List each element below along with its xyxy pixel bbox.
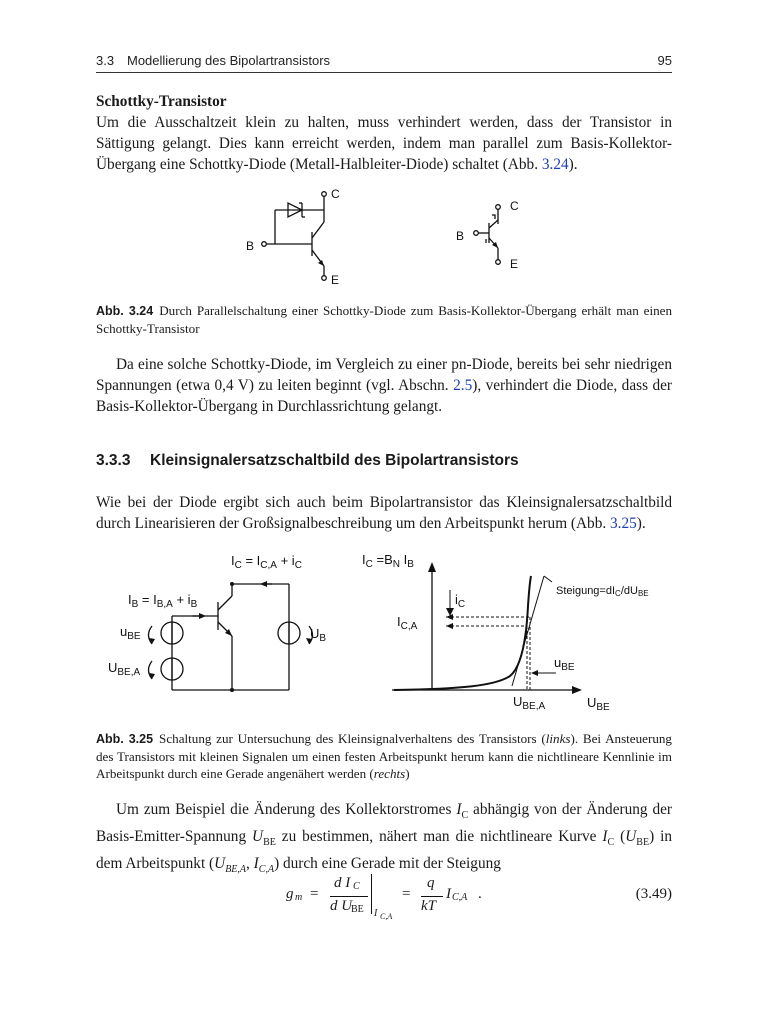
label-ube-small-right: $u_{BE}$ bbox=[554, 655, 575, 673]
terminal-b-left: B bbox=[246, 239, 255, 253]
label-ib-total: $I_B = I_{B,A} + i_B$ bbox=[128, 592, 198, 610]
schottky-paragraph: Um die Ausschaltzeit klein zu halten, muss verhindert werden, dass der Transistor in Sättigung gelangt. Dies kann erreicht werden, indem man parallel zum Basis-Kollektor-Übergang eine Schottky-Diode (Metall-Halbleiter-Diode) schaltet (Abb. 3.24). bbox=[96, 114, 672, 173]
paragraph-schottky-diode: Da eine solche Schottky-Diode, im Vergleich zu einer pn-Diode, bereits bei sehr niedrigen Spannungen (etwa 0,4 V) zu leiten beginnt (vgl. Abschn. 2.5), verhindert die Diode, dass der Basis-Kollektor-Übergang in Durchlassrichtung gelangt. bbox=[96, 356, 673, 415]
page-number: 95 bbox=[657, 53, 672, 68]
label-ica: $I_{C,A}$ bbox=[397, 614, 418, 632]
label-ic-total: $I_C = I_{C,A} + i_C$ bbox=[231, 553, 302, 571]
label-ub: $U_B$ bbox=[310, 626, 327, 644]
label-x-ube: $U_{BE}$ bbox=[587, 695, 610, 713]
ref-link-2-5[interactable]: 2.5 bbox=[453, 377, 473, 394]
figure-3-24 bbox=[240, 186, 540, 292]
label-ubea: $U_{BE,A}$ bbox=[513, 694, 546, 712]
terminal-c-right: C bbox=[510, 199, 519, 213]
header-section: 3.3 bbox=[96, 53, 115, 68]
schottky-heading: Schottky-Transistor bbox=[96, 93, 227, 110]
header-title: Modellierung des Bipolartransistors bbox=[127, 53, 331, 68]
equation-3-49: g m = d I C d U BE I C,A = q kT I C,A . (3.49) bbox=[286, 875, 672, 921]
running-header bbox=[96, 52, 672, 73]
caption-3-25: Abb. 3.25 Schaltung zur Untersuchung des Kleinsignalverhaltens des Transistors (links). Bei Ansteuerung des Transistors mit kleinen Signalen um einen festen Arbeitspunkt herum kann die nichtlineare Kennlinie im Arbeitspunkt durch eine Gerade angenähert werden (rechts) bbox=[96, 731, 672, 781]
label-ube-small: $u_{BE}$ bbox=[120, 624, 141, 642]
equation-number: (3.49) bbox=[635, 886, 672, 902]
label-ube-a: $U_{BE,A}$ bbox=[108, 660, 141, 678]
label-ic-small: $i_C$ bbox=[455, 592, 466, 610]
figure-3-25 bbox=[100, 546, 670, 718]
paragraph-linearisation: Wie bei der Diode ergibt sich auch beim Bipolartransistor das Kleinsignalersatzschaltbild durch Linearisieren der Großsignalbeschreibung um den Arbeitspunkt herum (Abb. 3.25). bbox=[96, 494, 672, 532]
caption-3-24: Abb. 3.24 Durch Parallelschaltung einer Schottky-Diode zum Basis-Kollektor-Übergang erhält man einen Schottky-Transistor bbox=[96, 303, 672, 336]
terminal-e-left: E bbox=[331, 273, 340, 287]
ref-link-3-24[interactable]: 3.24 bbox=[541, 156, 569, 173]
terminal-c-left: C bbox=[331, 187, 340, 201]
label-ic-bn-ib: $I_C =B_N$ $I_B$ bbox=[362, 552, 414, 570]
paragraph-approximation: Um zum Beispiel die Änderung des Kollektorstromes $I_C$ abhängig von der Änderung der Basis-Emitter-Spannung $U_{BE}$ zu bestimmen, nähert man die nichtlineare Kurve $I_C$ $(U_{BE})$ in dem Arbeitspunkt ($U_{BE,A}$, $I_{C,A}$) durch eine Gerade mit der Steigung bbox=[96, 801, 672, 876]
terminal-b-right: B bbox=[456, 229, 465, 243]
label-slope: Steigung=dIC/dUBE bbox=[556, 585, 649, 598]
section-heading-3-3-3: 3.3.3 Kleinsignalersatzschaltbild des Bipolartransistors bbox=[96, 452, 519, 469]
terminal-e-right: E bbox=[510, 257, 519, 271]
ref-link-3-25[interactable]: 3.25 bbox=[610, 515, 637, 532]
